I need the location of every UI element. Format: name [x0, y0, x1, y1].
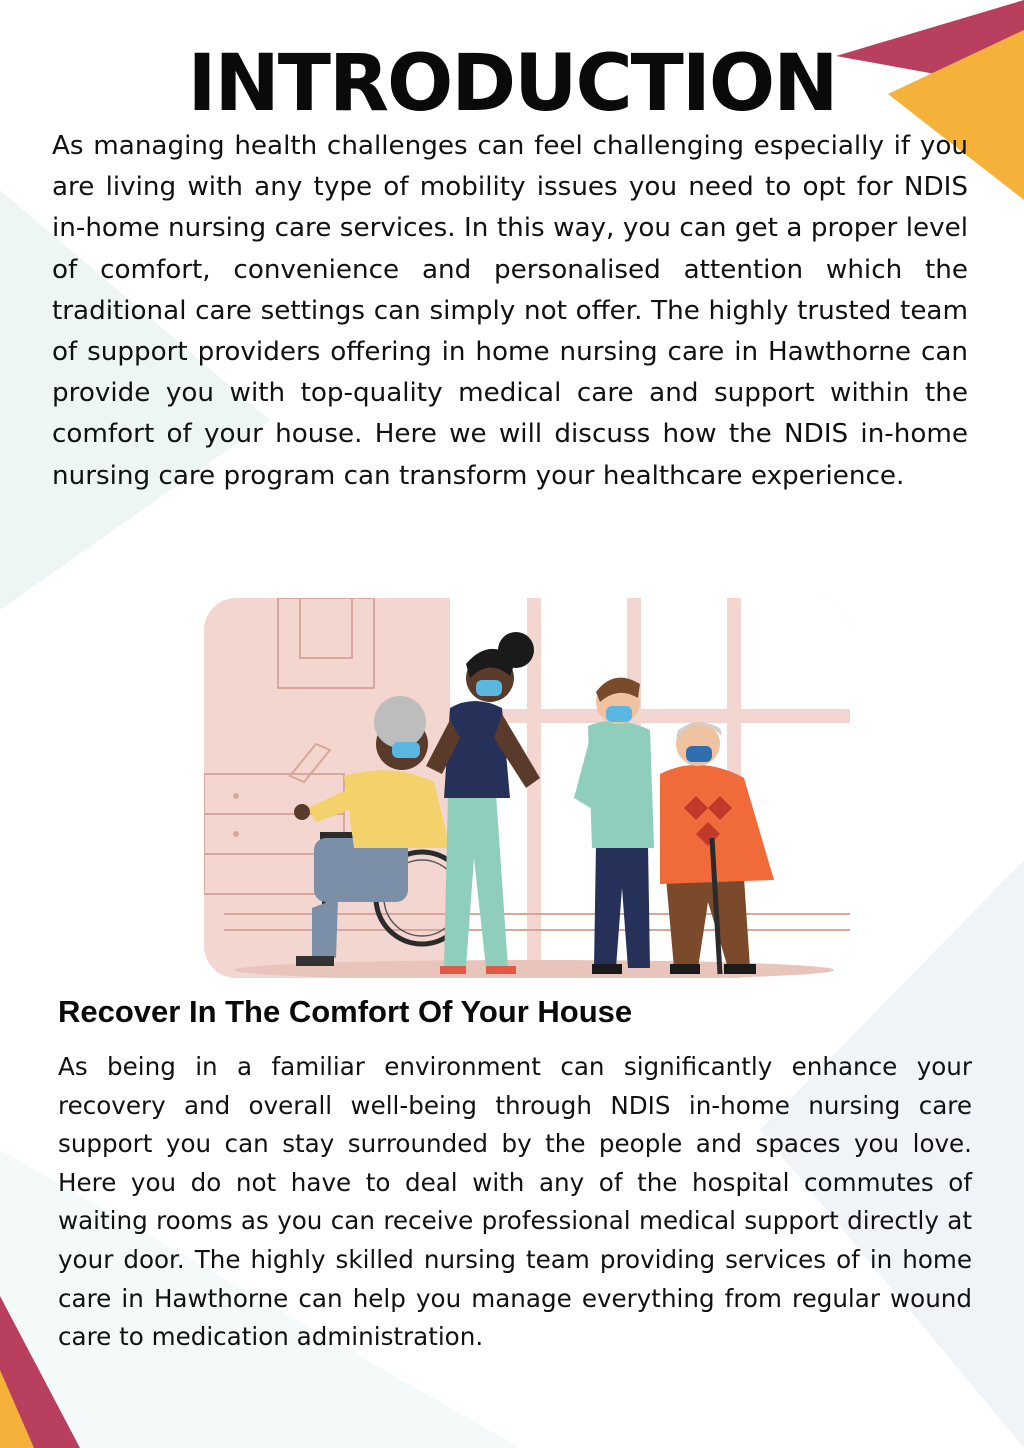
nursing-care-illustration	[204, 598, 850, 978]
section-paragraph: As being in a familiar environment can significantly enhance your recovery and overall well-being through NDIS in-home nursing care support you can stay surrounded by the people and spaces you love. Here you do not have to deal with any of the hospital commutes of waiting rooms as you can receive professional medical support directly at your door. The highly skilled nursing team providing services of in home care in Hawthorne can help you manage everything from regular wound care to medication administration.	[58, 1052, 972, 1352]
intro-paragraph: As managing health challenges can feel challenging especially if you are living with any type of mobility issues you need to opt for NDIS in-home nursing care services. In this way, you can get a proper level of comfort, convenience and personalised attention which the traditional care settings can simply not offer. The highly trusted team of support providers offering in home nursing care in Hawthorne can provide you with top-quality medical care and support within the comfort of your house. Here we will discuss how the NDIS in-home nursing care program can transform your healthcare experience.	[52, 131, 968, 491]
page-title: INTRODUCTION	[187, 39, 837, 129]
section-heading: Recover In The Comfort Of Your House	[58, 994, 633, 1029]
